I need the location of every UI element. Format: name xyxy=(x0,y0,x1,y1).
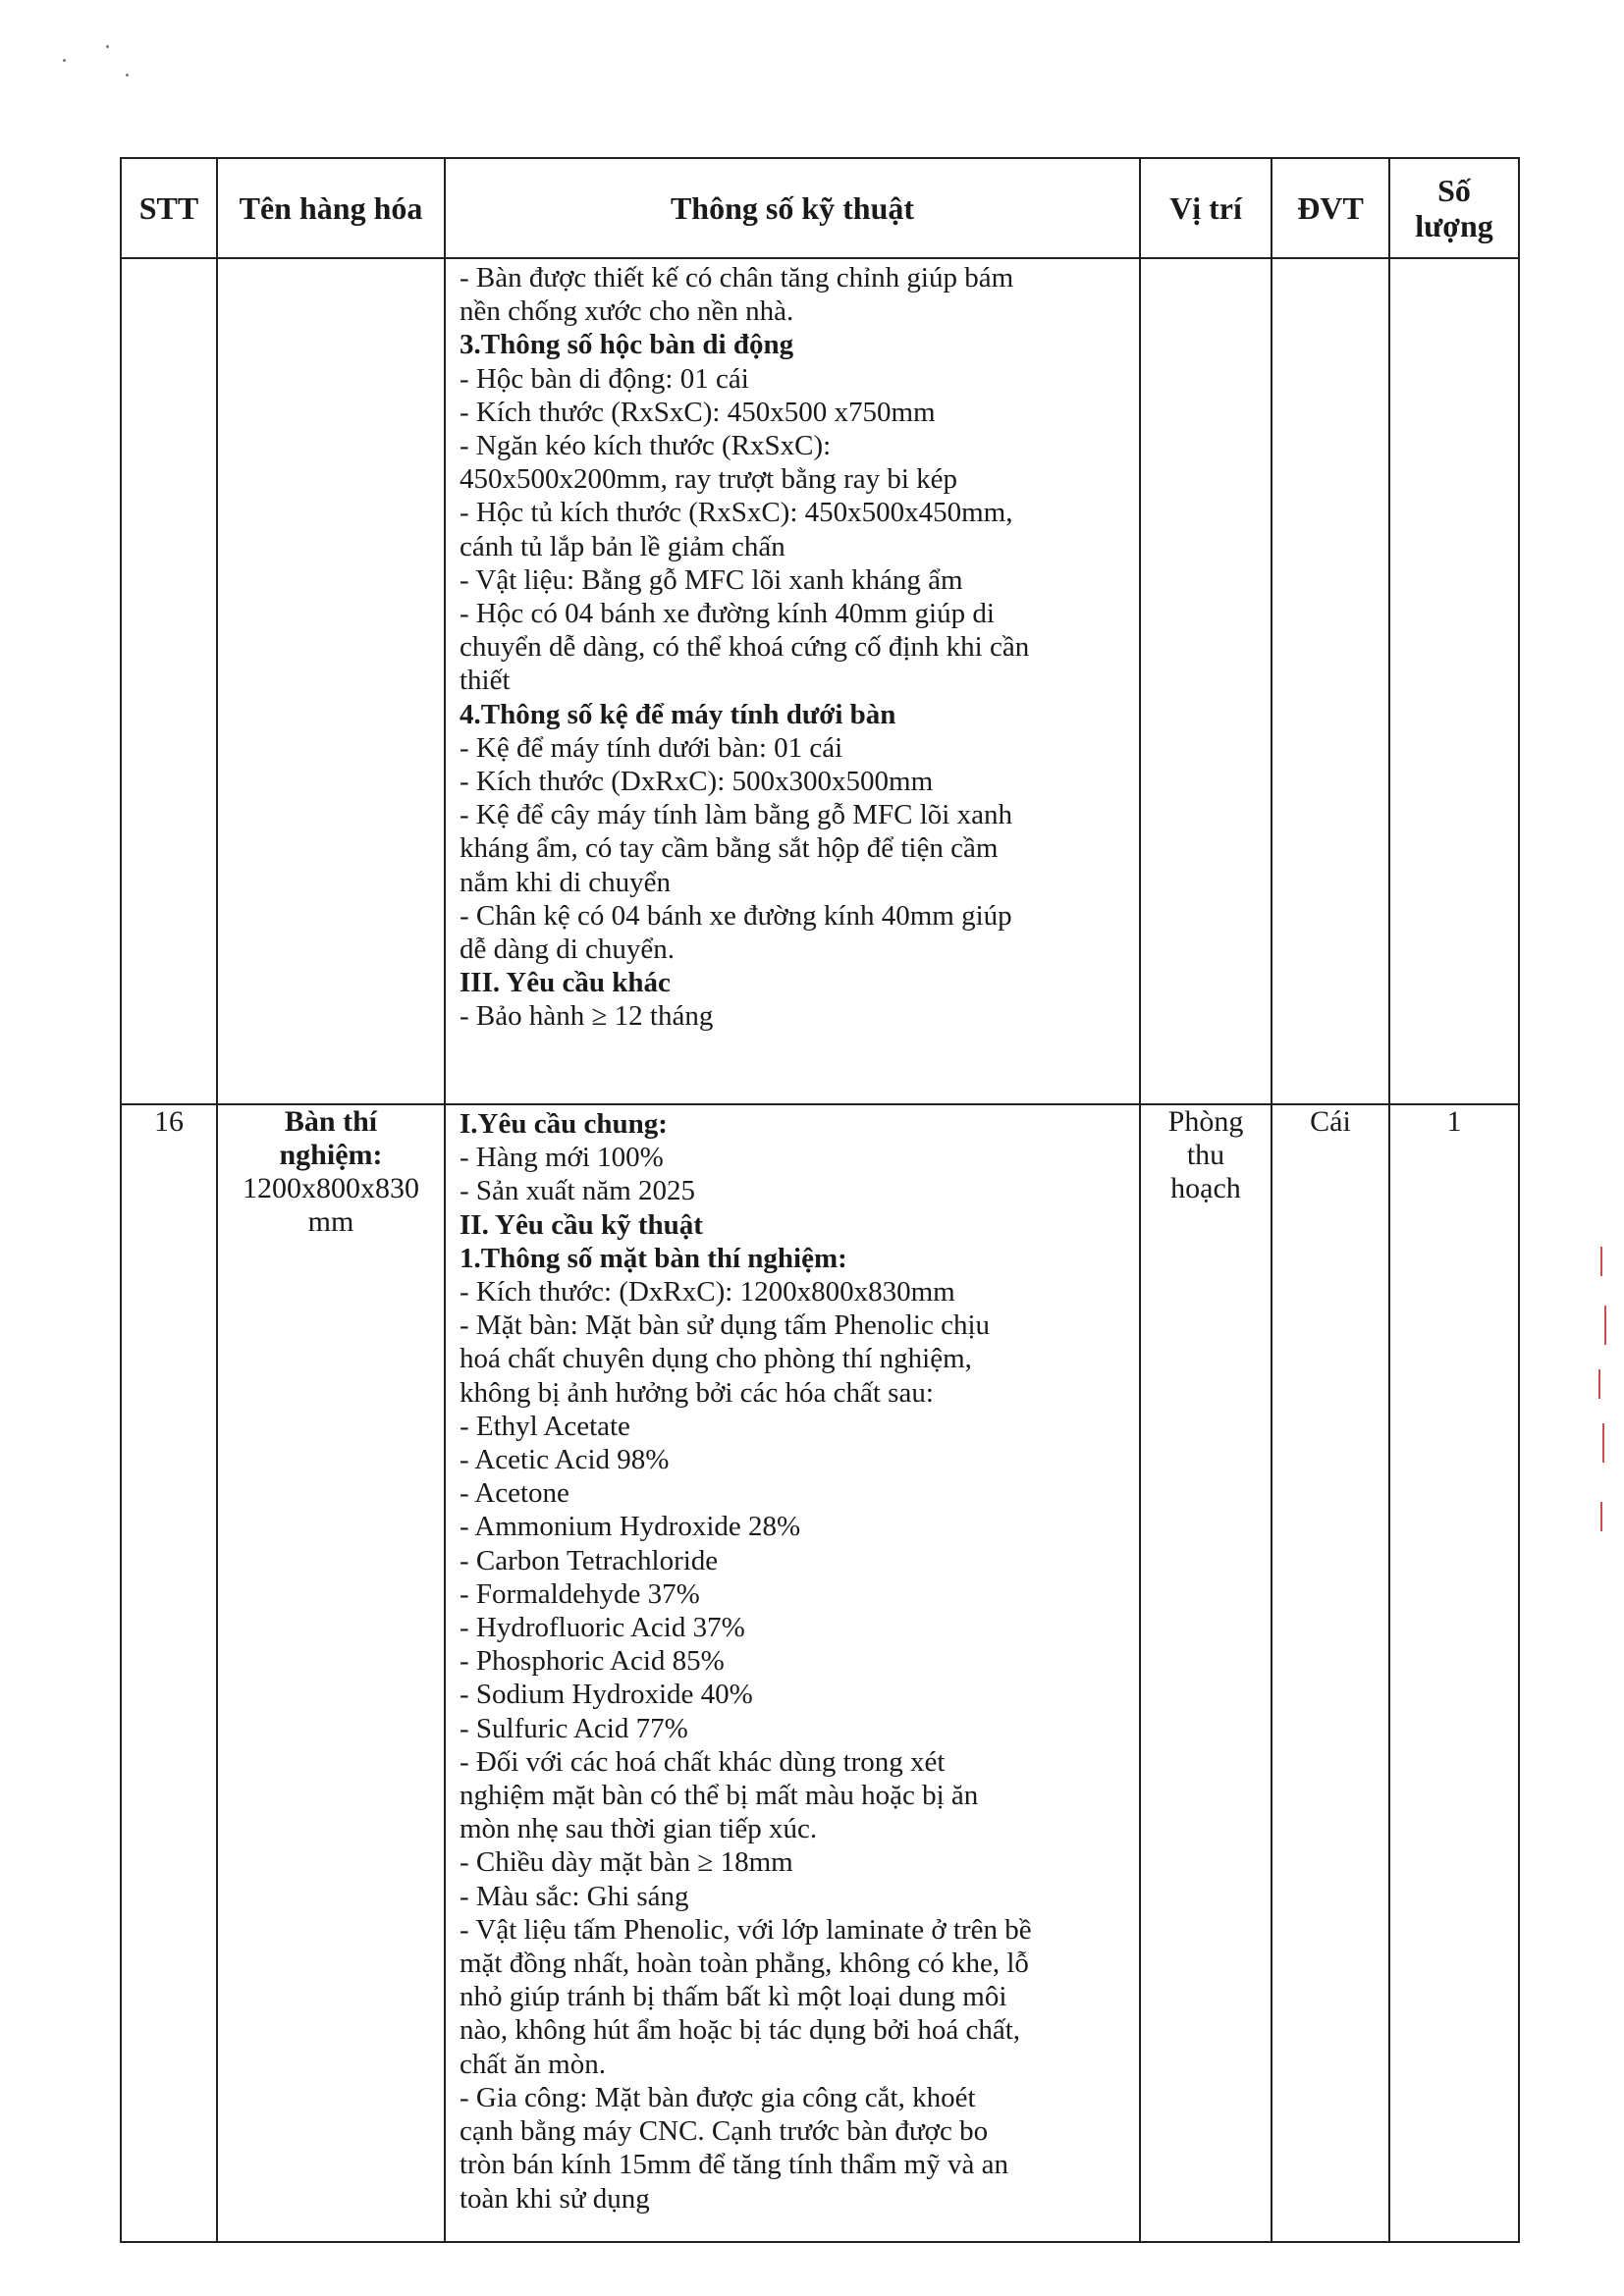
spec-heading: 1.Thông số mặt bàn thí nghiệm: xyxy=(460,1242,847,1274)
spec-heading: 3.Thông số hộc bàn di động xyxy=(460,329,794,361)
spec-lines-continuation xyxy=(446,259,1139,1034)
spec-line: nắm khi di chuyển xyxy=(460,866,672,898)
spec-line: dễ dàng di chuyển. xyxy=(460,934,676,966)
spec-line: - Hộc bàn di động: 01 cái xyxy=(460,362,749,395)
spec-line: - Bảo hành ≥ 12 tháng xyxy=(460,1000,714,1033)
spec-line: - Formaldehyde 37% xyxy=(460,1577,700,1610)
cell-name-empty xyxy=(217,258,445,1104)
spec-line: cạnh bằng máy CNC. Cạnh trước bàn được bo xyxy=(460,2115,989,2148)
spec-line: - Chân kệ có 04 bánh xe đường kính 40mm giúp xyxy=(460,899,1012,932)
spec-line: - Màu sắc: Ghi sáng xyxy=(460,1880,689,1912)
spec-line: kháng ẩm, có tay cầm bằng sắt hộp để tiện cầm xyxy=(460,832,999,865)
location-line2: thu xyxy=(1186,1139,1225,1171)
cell-location-empty xyxy=(1140,258,1272,1104)
spec-line: toàn khi sử dụng xyxy=(460,2182,650,2215)
spec-line: - Kích thước (RxSxC): 450x500 x750mm xyxy=(460,396,936,428)
spec-line: - Sản xuất năm 2025 xyxy=(460,1175,696,1207)
scan-speck xyxy=(106,45,109,48)
item-name-line2: nghiệm: xyxy=(279,1139,383,1171)
header-quantity-line2: lượng xyxy=(1415,208,1493,243)
spec-heading: II. Yêu cầu kỹ thuật xyxy=(460,1208,703,1241)
spec-line: chuyển dễ dàng, có thể khoá cứng cố định khi cần xyxy=(460,631,1030,664)
header-unit: ĐVT xyxy=(1272,158,1389,258)
location-line1: Phòng xyxy=(1167,1105,1244,1138)
spec-line: nghiệm mặt bàn có thể bị mất màu hoặc bị ăn xyxy=(460,1780,979,1812)
spec-line: cánh tủ lắp bản lề giảm chấn xyxy=(460,530,785,562)
spec-line: - Phosphoric Acid 85% xyxy=(460,1645,725,1678)
spec-line: - Hộc có 04 bánh xe đường kính 40mm giúp di xyxy=(460,598,995,630)
cell-location xyxy=(1140,1104,1272,2242)
spec-lines-16 xyxy=(446,1105,1139,2216)
spec-line: 450x500x200mm, ray trượt bằng ray bi kép xyxy=(460,463,958,496)
spec-line: nền chống xước cho nền nhà. xyxy=(460,295,794,328)
spec-line: - Kích thước (DxRxC): 500x300x500mm xyxy=(460,766,934,798)
header-location: Vị trí xyxy=(1140,158,1272,258)
cell-quantity: 1 xyxy=(1389,1104,1519,2242)
cell-spec-continuation xyxy=(445,258,1140,1104)
spec-line: mặt đồng nhất, hoàn toàn phẳng, không có khe, lỗ xyxy=(460,1948,1029,1980)
cell-item-name xyxy=(217,1104,445,2242)
spec-line: mòn nhẹ sau thời gian tiếp xúc. xyxy=(460,1813,818,1845)
spec-line: - Carbon Tetrachloride xyxy=(460,1544,719,1576)
spec-line: - Acetone xyxy=(460,1477,569,1510)
cell-unit: Cái xyxy=(1272,1104,1389,2242)
spec-line: - Sulfuric Acid 77% xyxy=(460,1712,688,1744)
spec-line: - Ngăn kéo kích thước (RxSxC): xyxy=(460,430,832,462)
spec-line: - Bàn được thiết kế có chân tăng chỉnh giúp bám xyxy=(460,262,1014,294)
location-line3: hoạch xyxy=(1170,1172,1241,1204)
spec-line: - Kệ để máy tính dưới bàn: 01 cái xyxy=(460,731,843,764)
item-dimension-line1: 1200x800x830 xyxy=(243,1172,419,1204)
stamp-edge-mark xyxy=(1602,1423,1604,1463)
spec-line: tròn bán kính 15mm để tăng tính thẩm mỹ và an xyxy=(460,2149,1008,2181)
spec-heading: III. Yêu cầu khác xyxy=(460,967,671,999)
header-specifications: Thông số kỹ thuật xyxy=(445,158,1140,258)
spec-line: chất ăn mòn. xyxy=(460,2048,606,2080)
spec-line: - Mặt bàn: Mặt bàn sử dụng tấm Phenolic chịu xyxy=(460,1309,991,1342)
spec-line: - Hàng mới 100% xyxy=(460,1142,664,1174)
header-item-name: Tên hàng hóa xyxy=(217,158,445,258)
header-quantity-line1: Số xyxy=(1437,173,1471,208)
header-row xyxy=(121,158,1519,258)
cell-unit-empty xyxy=(1272,258,1389,1104)
scan-speck xyxy=(126,74,129,77)
spec-line: - Ammonium Hydroxide 28% xyxy=(460,1511,801,1543)
spec-line: - Đối với các hoá chất khác dùng trong xét xyxy=(460,1745,946,1778)
cell-quantity-empty xyxy=(1389,258,1519,1104)
stamp-edge-mark xyxy=(1598,1369,1600,1399)
spec-line: - Vật liệu tấm Phenolic, với lớp laminate ở trên bề xyxy=(460,1913,1032,1946)
spec-line: - Hộc tủ kích thước (RxSxC): 450x500x450mm, xyxy=(460,497,1013,529)
table-row-16 xyxy=(121,1104,1519,2242)
spec-line: - Kệ để cây máy tính làm bằng gỗ MFC lõi xanh xyxy=(460,799,1012,831)
header-quantity xyxy=(1389,158,1519,258)
cell-spec-16 xyxy=(445,1104,1140,2242)
spec-line: nhỏ giúp tránh bị thấm bất kì một loại dung môi xyxy=(460,1981,1007,2013)
stamp-edge-mark xyxy=(1600,1502,1602,1531)
stamp-edge-mark xyxy=(1600,1247,1602,1276)
cell-stt-empty xyxy=(121,258,217,1104)
spec-line: hoá chất chuyên dụng cho phòng thí nghiệm, xyxy=(460,1343,972,1375)
spec-heading: 4.Thông số kệ để máy tính dưới bàn xyxy=(460,698,896,730)
spec-line: - Kích thước: (DxRxC): 1200x800x830mm xyxy=(460,1276,955,1308)
cell-stt: 16 xyxy=(121,1104,217,2242)
item-dimension-line2: mm xyxy=(307,1205,354,1238)
spec-line: nào, không hút ẩm hoặc bị tác dụng bởi hoá chất, xyxy=(460,2014,1021,2047)
specification-table xyxy=(120,157,1520,2243)
spec-line: thiết xyxy=(460,665,511,697)
spec-line: - Chiều dày mặt bàn ≥ 18mm xyxy=(460,1846,793,1879)
spec-line: - Hydrofluoric Acid 37% xyxy=(460,1612,745,1644)
table-row-continuation xyxy=(121,258,1519,1104)
spec-line: - Vật liệu: Bằng gỗ MFC lõi xanh kháng ẩm xyxy=(460,563,963,596)
spec-line: - Gia công: Mặt bàn được gia công cắt, khoét xyxy=(460,2081,976,2113)
spec-line: - Ethyl Acetate xyxy=(460,1410,630,1442)
spec-line: không bị ảnh hưởng bởi các hóa chất sau: xyxy=(460,1376,934,1409)
header-stt: STT xyxy=(121,158,217,258)
spec-heading: I.Yêu cầu chung: xyxy=(460,1108,668,1140)
spec-line: - Sodium Hydroxide 40% xyxy=(460,1679,753,1711)
item-name-line1: Bàn thí xyxy=(284,1105,378,1138)
scan-speck xyxy=(63,59,66,62)
stamp-edge-mark xyxy=(1604,1306,1606,1345)
spec-line: - Acetic Acid 98% xyxy=(460,1444,670,1476)
